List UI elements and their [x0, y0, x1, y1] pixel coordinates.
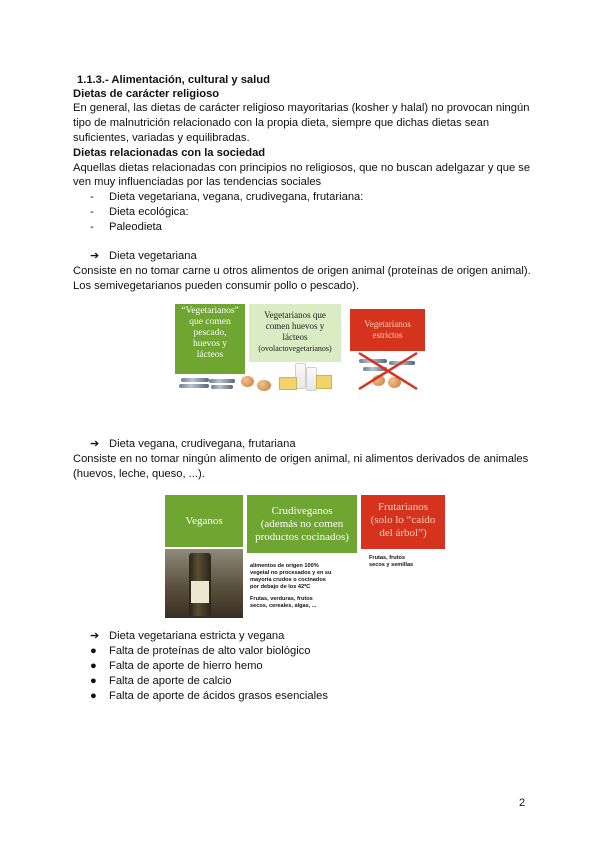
- box-vegan: Veganos: [165, 495, 243, 547]
- dash-marker: -: [90, 221, 94, 233]
- religious-line-3: suficientes, variadas y equilibradas.: [73, 132, 250, 144]
- raw-desc: [250, 563, 331, 591]
- egg-icon: [257, 380, 271, 391]
- vegetarian-line-1: Consiste en no tomar carne u otros alimentos de origen animal (proteínas de origen animal).: [73, 265, 531, 277]
- box2-line: (además no comen: [260, 518, 344, 530]
- social-line-1: Aquellas dietas relacionadas con principios no religiosos, que no buscan adelgazar y que se: [73, 162, 531, 174]
- religious-line-2: tipo de malnutrición relacionado con la propia dieta, siempre que dichas dietas sean: [73, 117, 490, 129]
- fish-icon: [211, 385, 233, 389]
- box2-line: Crudiveganos: [271, 505, 333, 517]
- vegetarian-types-figure: [175, 301, 425, 391]
- box1-line: “Vegetarianos”: [181, 306, 239, 316]
- vegan-line-2: (huevos, leche, queso, ...).: [73, 468, 205, 480]
- box-strict: [350, 309, 425, 351]
- raw-desc-line: por debajo de los 42ºC: [250, 584, 311, 590]
- dash-marker: -: [90, 206, 94, 218]
- risks-arrow-label: Dieta vegetariana estricta y vegana: [109, 630, 285, 642]
- raw-foods-line: secos, cereales, algas, ...: [250, 603, 317, 609]
- raw-desc-line: alimentos de origen 100%: [250, 563, 319, 569]
- religious-line-1: En general, las dietas de carácter religioso mayoritarias (kosher y halal) no provocan ningún: [73, 102, 530, 114]
- vegetarian-line-2: Los semivegetarianos pueden consumir pollo o pescado).: [73, 280, 360, 292]
- social-item-3: Paleodieta: [109, 221, 162, 233]
- raw-desc-line: mayoría crudos o cocinados: [250, 577, 326, 583]
- vegan-types-figure: [165, 493, 445, 618]
- fruit-foods-line: Frutas, frutos: [369, 555, 406, 561]
- box2-line: comen huevos y: [265, 321, 325, 331]
- box2-line: Vegetarianos que: [264, 310, 326, 320]
- social-item-2: Dieta ecológica:: [109, 206, 189, 218]
- arrow-icon: ➔: [90, 630, 100, 642]
- box3-line: estrictos: [372, 330, 403, 340]
- cheese-icon: [279, 377, 297, 390]
- box1-line: huevos y: [192, 339, 228, 349]
- fruit-foods: [369, 555, 413, 569]
- egg-icon: [241, 376, 254, 387]
- box-raw-vegan: [247, 495, 357, 553]
- box2-line: productos cocinados): [255, 531, 349, 543]
- box-ovolacto: [249, 304, 341, 362]
- bullet-dot-icon: ●: [90, 675, 97, 687]
- box3-line: del árbol”): [379, 527, 427, 539]
- box3-line: Vegetarianos: [364, 319, 411, 329]
- bullet-dot-icon: ●: [90, 660, 97, 672]
- vegetarian-arrow-label: Dieta vegetariana: [109, 250, 197, 262]
- bullet-dot-icon: ●: [90, 690, 97, 702]
- box-pescatarian: [175, 304, 245, 374]
- box2-line: (ovolactovegetarianos): [258, 344, 332, 353]
- risk-item-2: Falta de aporte de hierro hemo: [109, 660, 263, 672]
- risk-item-4: Falta de aporte de ácidos grasos esenciales: [109, 690, 328, 702]
- box-fruitarian: [361, 495, 445, 549]
- fruit-foods-line: secos y semillas: [369, 562, 414, 568]
- page-number: 2: [519, 797, 526, 809]
- box3-line: (solo lo “caído: [370, 514, 436, 526]
- dash-marker: -: [90, 191, 94, 203]
- social-item-1: Dieta vegetariana, vegana, crudivegana, frutariana:: [109, 191, 364, 203]
- religious-title: Dietas de carácter religioso: [73, 88, 220, 100]
- raw-foods-line: Frutas, verduras, frutos: [250, 596, 313, 602]
- risk-item-1: Falta de proteínas de alto valor biológico: [109, 645, 311, 657]
- bullet-dot-icon: ●: [90, 645, 97, 657]
- box3-line: Frutarianos: [377, 501, 429, 513]
- cross-out-icon: [355, 351, 421, 391]
- fish-icon: [209, 379, 235, 383]
- arrow-icon: ➔: [90, 250, 100, 262]
- arrow-icon: ➔: [90, 438, 100, 450]
- risk-item-3: Falta de aporte de calcio: [109, 675, 232, 687]
- vegan-arrow-label: Dieta vegana, crudivegana, frutariana: [109, 438, 296, 450]
- fish-icon: [179, 384, 209, 388]
- social-line-2: ven muy influenciadas por las tendencias sociales: [73, 176, 322, 188]
- box1-line: que comen: [189, 317, 231, 327]
- social-title: Dietas relacionadas con la sociedad: [73, 147, 266, 159]
- box2-line: lácteos: [282, 332, 308, 342]
- fish-icon: [181, 378, 209, 382]
- raw-desc-line: vegetal no procesados y en su: [250, 570, 332, 576]
- box1-line: pescado,: [193, 328, 227, 338]
- section-heading: 1.1.3.- Alimentación, cultural y salud: [77, 74, 270, 86]
- bottle-label: [191, 581, 209, 603]
- raw-foods: [250, 596, 317, 610]
- cheese-icon: [316, 375, 332, 389]
- box1-line: lácteos: [196, 350, 224, 360]
- vegan-line-1: Consiste en no tomar ningún alimento de origen animal, ni alimentos derivados de animales: [73, 453, 529, 465]
